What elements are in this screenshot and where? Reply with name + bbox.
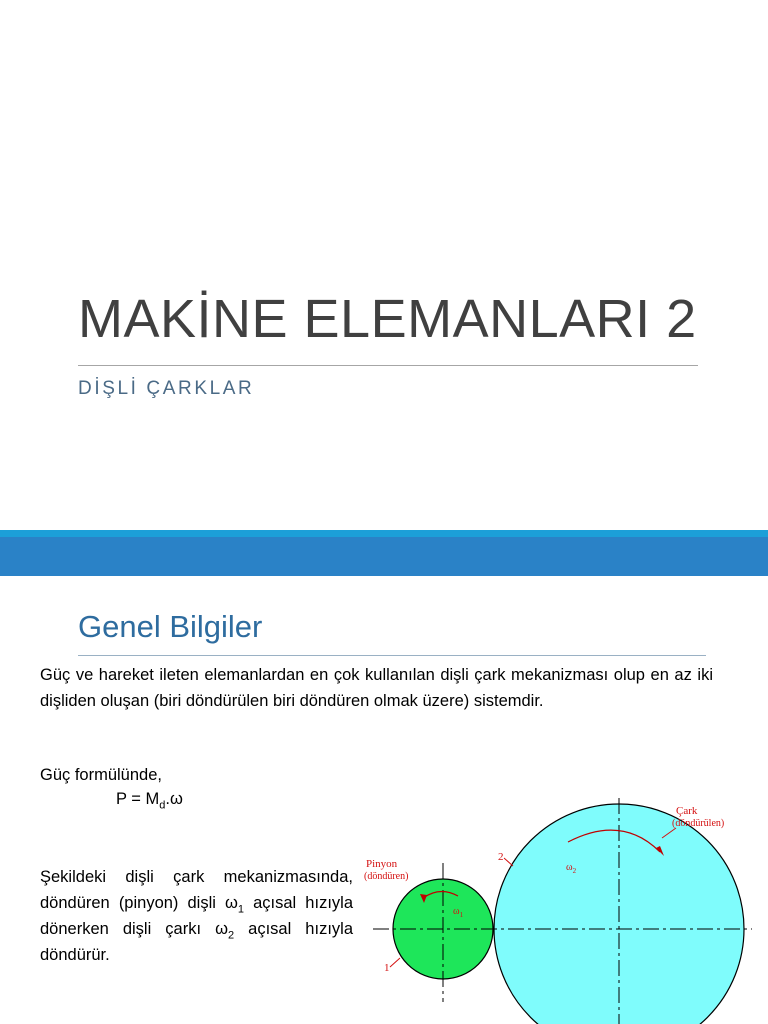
slide-title: MAKİNE ELEMANLARI 2 [78, 289, 697, 349]
slide-subtitle: DİŞLİ ÇARKLAR [78, 378, 255, 399]
wheel-label-2: (döndürülen) [672, 818, 725, 829]
marker-1: 1 [384, 962, 390, 974]
heading-divider [78, 655, 706, 656]
marker-2: 2 [498, 851, 504, 863]
power-formula [116, 790, 183, 811]
mechanism-text-3: açısal hızıyla döndürür. [40, 920, 353, 964]
intro-paragraph: Güç ve hareket ileten elemanlardan en çok kullanılan dişli çark mekanizması olup en az iki dişliden oluşan (biri döndürülen biri döndüren olmak üzere) sistemdir. [40, 666, 713, 710]
wheel-label-1: Çark [676, 805, 698, 817]
marker-1-leader [390, 958, 400, 967]
formula-rhs: .ω [165, 790, 183, 808]
formula-sub: d [159, 799, 166, 812]
mechanism-text-1: Şekildeki dişli çark mekanizmasında, döndüren (pinyon) dişli ω [40, 868, 353, 912]
formula-lhs: P = M [116, 790, 160, 808]
mechanism-paragraph [40, 864, 353, 968]
formula-label: Güç formülünde, [40, 766, 162, 784]
pinion-label-2: (döndüren) [364, 871, 409, 882]
section-heading: Genel Bilgiler [78, 609, 263, 644]
omega1-label: $\omega_1$ [453, 906, 464, 919]
slide-separator-band [0, 537, 768, 576]
marker-2-leader [504, 858, 513, 866]
mechanism-text-2: açısal hızıyla dönerken dişli çarkı ω [40, 894, 353, 938]
omega1-subscript: 1 [237, 903, 245, 916]
omega2-subscript: 2 [228, 929, 235, 942]
gear-mechanism-diagram [360, 790, 768, 1024]
title-divider [78, 365, 698, 366]
slide-separator-top [0, 530, 768, 537]
pinion-label-1: Pinyon [366, 858, 398, 870]
omega2-label: $\omega_2$ [566, 862, 577, 875]
